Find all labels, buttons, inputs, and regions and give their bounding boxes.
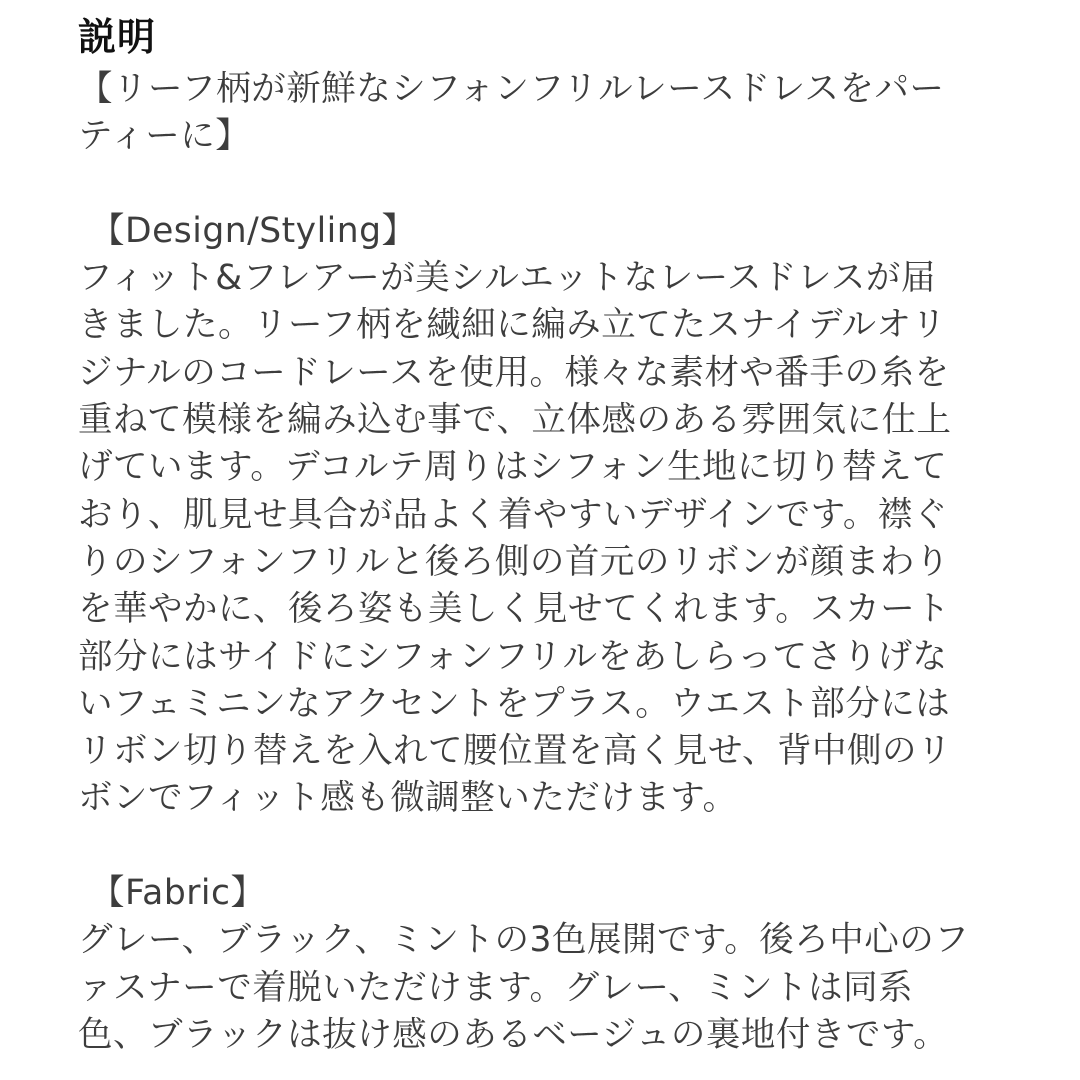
spacer [78,823,1020,870]
design-line: りのシフォンフリルと後ろ側の首元のリボンが顔まわり [78,541,950,582]
intro-block [78,66,1020,161]
design-section [78,208,1020,823]
design-line: ボンでフィット感も微調整いただけます。 [78,778,738,819]
fabric-section [78,870,1020,1059]
design-line: きました。リーフ柄を繊細に編み立てたスナイデルオリ [78,305,947,346]
fabric-section-title: 【Fabric】 [90,873,266,914]
design-line: 重ねて模様を編み込む事で、立体感のある雰囲気に仕上 [78,400,952,441]
design-line: おり、肌見せ具合が品よく着やすいデザインです。襟ぐ [78,494,948,535]
design-line: リボン切り替えを入れて腰位置を高く見せ、背中側のリ [78,731,952,772]
description-heading: 説明 [78,15,157,59]
fabric-line: 色、ブラックは抜け感のあるベージュの裏地付きです。 [78,1014,949,1055]
spacer [78,161,1020,208]
design-line: げています。デコルテ周りはシフォン生地に切り替えて [78,447,948,488]
design-line: を華やかに、後ろ姿も美しく見せてくれます。スカート [78,589,951,630]
fabric-line: ァスナーで着脱いただけます。グレー、ミントは同系 [78,967,914,1008]
design-line: フィット&フレアーが美シルエットなレースドレスが届 [78,258,936,299]
fabric-line: グレー、ブラック、ミントの3色展開です。後ろ中心のフ [78,920,970,961]
design-line: いフェミニンなアクセントをプラス。ウエスト部分には [78,683,951,724]
intro-line: ティーに】 [78,116,251,157]
intro-line: 【リーフ柄が新鮮なシフォンフリルレースドレスをパー [78,69,945,109]
design-section-title: 【Design/Styling】 [90,210,417,251]
design-line: 部分にはサイドにシフォンフリルをあしらってさりげな [78,636,948,677]
design-line: ジナルのコードレースを使用。様々な素材や番手の糸を [78,352,950,393]
